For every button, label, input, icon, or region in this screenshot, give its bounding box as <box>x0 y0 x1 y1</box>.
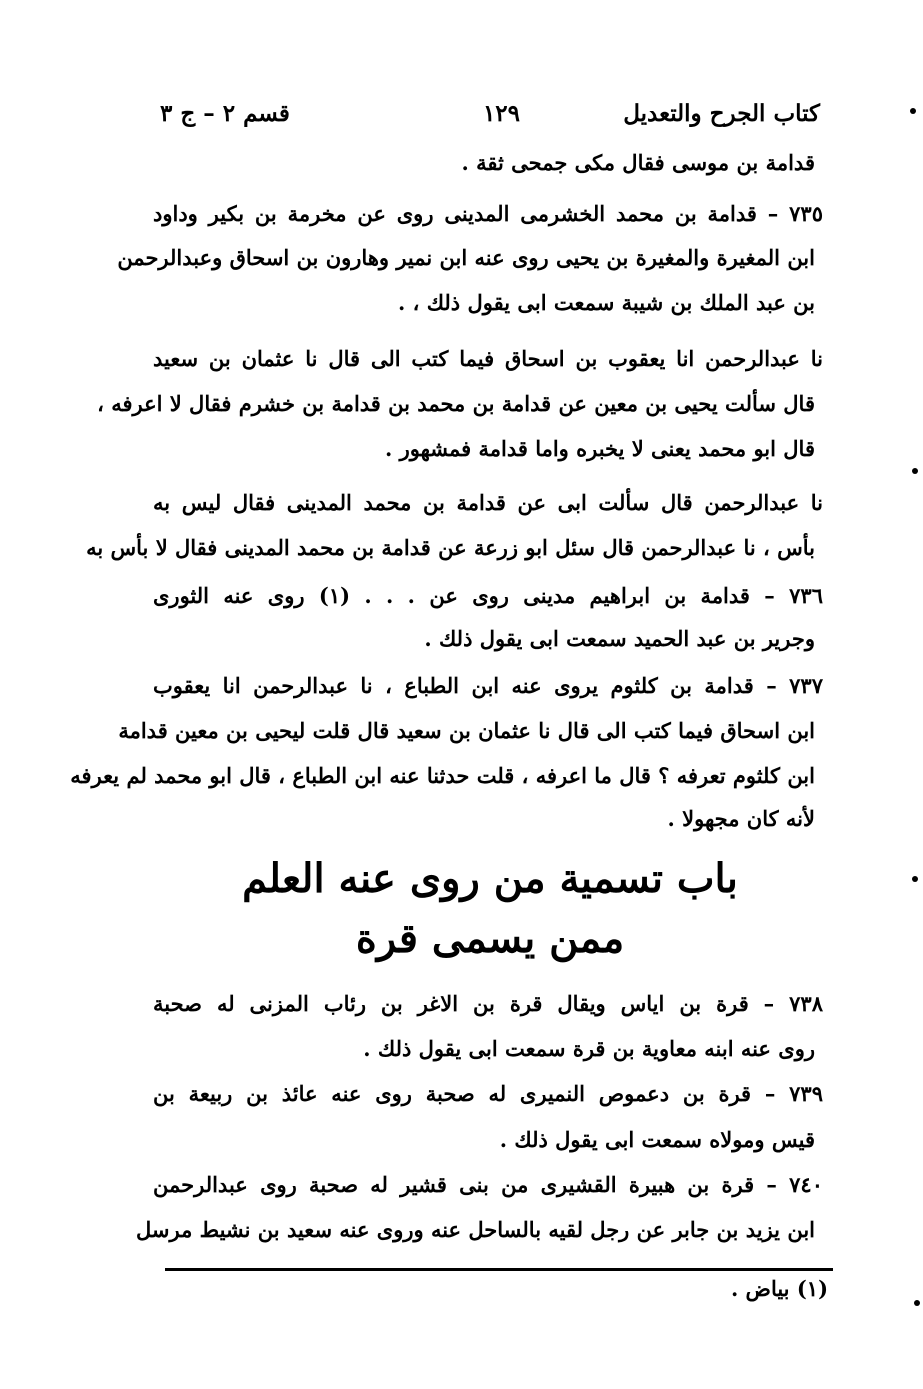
footnote: (١) بياض . <box>730 1276 828 1301</box>
text-line: ٧٣٥ – قدامة بن محمد الخشرمى المدينى روى عن مخرمة بن بكير وداود <box>153 201 823 226</box>
margin-mark <box>912 876 918 882</box>
margin-mark <box>910 108 916 114</box>
text-line: ابن كلثوم تعرفه ؟ قال ما اعرفه ، قلت حدثنا عنه ابن الطباع ، قال ابو محمد لم يعرفه <box>70 763 815 788</box>
page-header <box>150 92 830 140</box>
footnote-divider <box>165 1268 833 1271</box>
text-line: ابن يزيد بن جابر عن رجل لقيه بالساحل عنه وروى عنه سعيد بن نشيط مرسل <box>136 1217 815 1242</box>
margin-mark <box>912 468 918 474</box>
text-line: ٧٣٩ – قرة بن دعموص النميرى له صحبة روى عنه عائذ بن ربيعة بن <box>153 1081 823 1106</box>
text-line: بن عبد الملك بن شيبة سمعت ابى يقول ذلك ، . <box>398 290 815 315</box>
book-title: كتاب الجرح والتعديل <box>623 100 820 127</box>
section-heading-line-1: باب تسمية من روى عنه العلم <box>242 855 738 902</box>
text-line: ٧٣٨ – قرة بن اياس ويقال قرة بن الاغر بن رئاب المزنى له صحبة <box>153 991 823 1016</box>
text-line: نا عبدالرحمن قال سألت ابى عن قدامة بن محمد المدينى فقال ليس به <box>153 490 823 515</box>
text-line: وجرير بن عبد الحميد سمعت ابى يقول ذلك . <box>424 626 815 651</box>
section-heading-line-2: ممن يسمى قرة <box>355 915 625 962</box>
text-line: روى عنه ابنه معاوية بن قرة سمعت ابى يقول ذلك . <box>363 1036 815 1061</box>
page-number: ١٢٩ <box>482 100 520 127</box>
text-line: قيس ومولاه سمعت ابى يقول ذلك . <box>499 1127 815 1152</box>
text-line: ٧٣٦ – قدامة بن ابراهيم مدينى روى عن . . . (١) روى عنه الثورى <box>153 583 823 608</box>
text-line: ابن المغيرة والمغيرة بن يحيى روى عنه ابن نمير وهارون بن اسحاق وعبدالرحمن <box>117 245 815 270</box>
text-line: قدامة بن موسى فقال مكى جمحى ثقة . <box>461 150 815 175</box>
part-label: قسم ٢ – ج ٣ <box>160 100 290 127</box>
margin-mark <box>914 1300 920 1306</box>
text-line: ٧٣٧ – قدامة بن كلثوم يروى عنه ابن الطباع ، نا عبدالرحمن انا يعقوب <box>153 673 823 698</box>
text-line: بأس ، نا عبدالرحمن قال سئل ابو زرعة عن قدامة بن محمد المدينى فقال لا بأس به <box>86 535 815 560</box>
text-line: نا عبدالرحمن انا يعقوب بن اسحاق فيما كتب الى قال نا عثمان بن سعيد <box>153 346 823 371</box>
text-line: قال ابو محمد يعنى لا يخبره واما قدامة فمشهور . <box>384 436 815 461</box>
text-line: ابن اسحاق فيما كتب الى قال نا عثمان بن سعيد قال قلت ليحيى بن معين قدامة <box>118 718 815 743</box>
text-line: قال سألت يحيى بن معين عن قدامة بن محمد بن قدامة بن خشرم فقال لا اعرفه ، <box>97 391 815 416</box>
text-line: ٧٤٠ – قرة بن هبيرة القشيرى من بنى قشير له صحبة روى عبدالرحمن <box>153 1172 823 1197</box>
text-line: لأنه كان مجهولا . <box>667 806 815 831</box>
